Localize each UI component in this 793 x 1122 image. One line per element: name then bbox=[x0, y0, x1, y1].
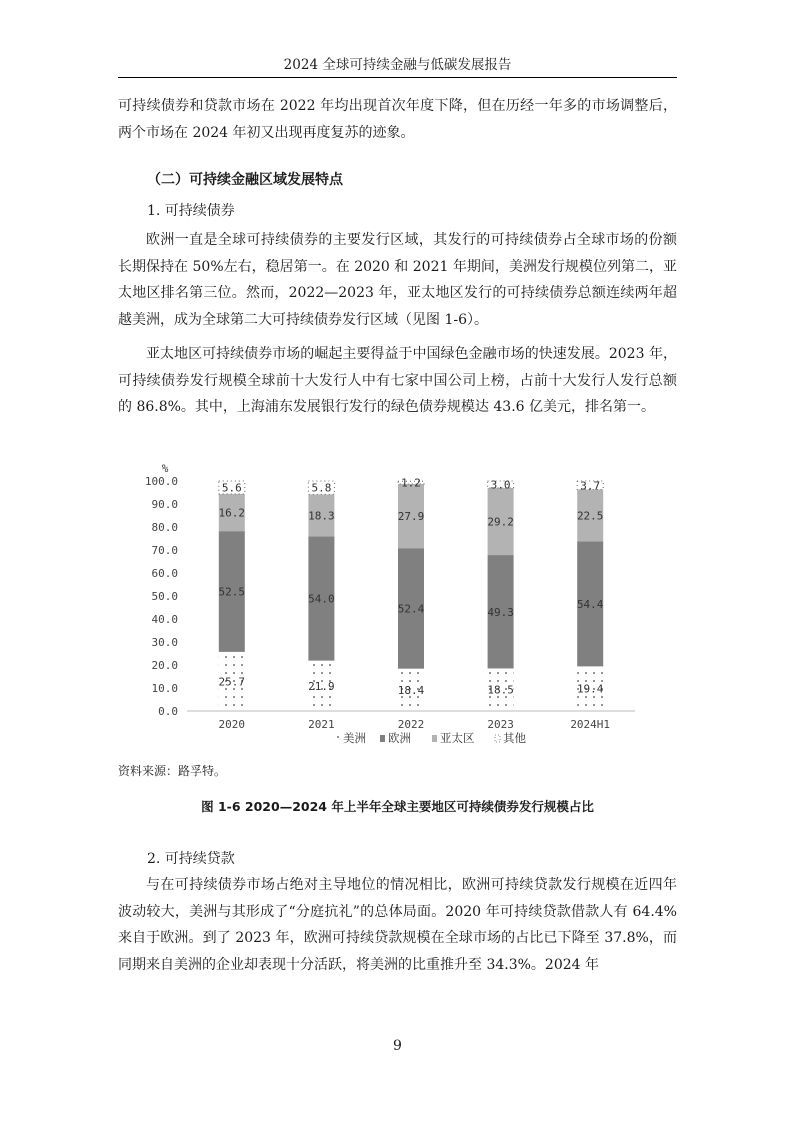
legend-label: 其他 bbox=[503, 731, 526, 745]
data-label: 52.4 bbox=[397, 602, 425, 616]
data-label: 27.9 bbox=[397, 510, 425, 524]
data-label: 21.9 bbox=[308, 679, 335, 693]
figure-source: 资料来源：路孚特。 bbox=[118, 764, 227, 778]
section-heading: （二）可持续金融区域发展特点 bbox=[147, 172, 343, 188]
stacked-bar-chart bbox=[120, 455, 660, 755]
data-label: 18.3 bbox=[308, 509, 335, 523]
legend-label: 欧洲 bbox=[388, 731, 411, 745]
y-tick-label: 80.0 bbox=[151, 521, 178, 534]
data-label: 18.5 bbox=[487, 683, 514, 697]
data-label: 5.8 bbox=[311, 481, 332, 495]
running-header: 2024 全球可持续金融与低碳发展报告 bbox=[283, 57, 512, 73]
data-label: 54.0 bbox=[308, 592, 335, 606]
y-tick-label: 100.0 bbox=[144, 475, 178, 488]
y-tick-label: 90.0 bbox=[151, 498, 178, 511]
x-tick-label: 2020 bbox=[218, 718, 246, 731]
y-tick-label: 0.0 bbox=[158, 705, 178, 718]
data-label: 5.6 bbox=[221, 481, 242, 495]
legend-swatch-欧洲 bbox=[380, 735, 385, 742]
y-tick-label: 20.0 bbox=[151, 659, 178, 672]
x-tick-label: 2022 bbox=[397, 718, 425, 731]
y-axis-unit-label: % bbox=[161, 462, 169, 475]
data-label: 3.7 bbox=[580, 479, 601, 493]
bonds-paragraph-1: 欧洲一直是全球可持续债券的主要发行区域，其发行的可持续债券占全球市场的份额长期保持在 50%左右，稳居第一。在 2020 和 2021 年期间，美洲发行规模位列第二，亚太地区排名第三位。然而，2022—2023 年，亚太地区发行的可持续债券总额连续两年超越美洲，成为全球第二大可持续债券发行区域（见图 1-6）。 bbox=[118, 232, 677, 328]
data-label: 29.2 bbox=[487, 515, 514, 529]
data-label: 54.4 bbox=[576, 597, 604, 611]
data-label: 52.5 bbox=[218, 585, 246, 599]
data-label: 16.2 bbox=[218, 506, 246, 520]
legend-swatch-亚太区 bbox=[432, 735, 437, 742]
data-label: 3.0 bbox=[490, 478, 511, 492]
data-label: 25.7 bbox=[218, 675, 246, 689]
subsection-heading-bonds: 1. 可持续债券 bbox=[147, 203, 235, 219]
legend-swatch-其他 bbox=[495, 735, 500, 742]
y-tick-label: 30.0 bbox=[151, 636, 178, 649]
x-tick-label: 2024H1 bbox=[570, 718, 611, 731]
subsection-heading-loans: 2. 可持续贷款 bbox=[147, 851, 235, 867]
data-label: 1.2 bbox=[401, 476, 421, 490]
data-label: 22.5 bbox=[576, 509, 604, 523]
y-tick-label: 60.0 bbox=[151, 567, 178, 580]
y-tick-label: 50.0 bbox=[151, 590, 178, 603]
legend-swatch-美洲 bbox=[335, 735, 340, 742]
page-number: 9 bbox=[393, 1038, 402, 1054]
y-tick-label: 70.0 bbox=[151, 544, 178, 557]
data-label: 18.4 bbox=[397, 683, 425, 697]
figure-caption: 图 1-6 2020—2024 年上半年全球主要地区可持续债券发行规模占比 bbox=[201, 799, 594, 814]
intro-paragraph: 可持续债券和贷款市场在 2022 年均出现首次年度下降，但在历经一年多的市场调整后，两个市场在 2024 年初又出现再度复苏的迹象。 bbox=[118, 98, 677, 141]
data-label: 19.4 bbox=[576, 682, 604, 696]
bonds-paragraph-2: 亚太地区可持续债券市场的崛起主要得益于中国绿色金融市场的快速发展。2023 年，可持续债券发行规模全球前十大发行人中有七家中国公司上榜，占前十大发行人发行总额的 86.8%。其中，上海浦东发展银行发行的绿色债券规模达 43.6 亿美元，排名第一。 bbox=[118, 346, 677, 415]
y-tick-label: 40.0 bbox=[151, 613, 178, 626]
loans-paragraph: 与在可持续债券市场占绝对主导地位的情况相比，欧洲可持续贷款发行规模在近四年波动较大，美洲与其形成了“分庭抗礼”的总体局面。2020 年可持续贷款借款人有 64.4%来自于欧洲。到了 2023 年，欧洲可持续贷款规模在全球市场的占比已下降至 37.8%，而同期来自美洲的企业却表现十分活跃，将美洲的比重推升至 34.3%。2024 年 bbox=[118, 877, 677, 973]
data-label: 49.3 bbox=[487, 605, 514, 619]
legend-label: 亚太区 bbox=[440, 731, 475, 745]
y-tick-label: 10.0 bbox=[151, 682, 178, 695]
x-tick-label: 2023 bbox=[487, 718, 514, 731]
legend-label: 美洲 bbox=[343, 731, 366, 745]
x-tick-label: 2021 bbox=[308, 718, 335, 731]
header-rule bbox=[118, 77, 677, 78]
